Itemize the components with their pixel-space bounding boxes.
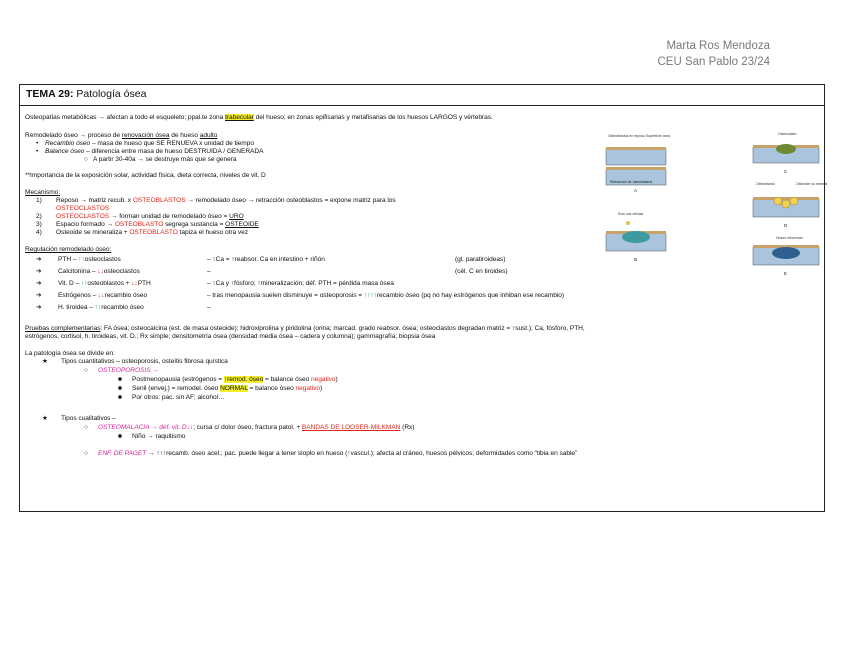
reg-pth: ➔ PTH – ↑↑osteoclastos: [36, 256, 121, 263]
reg-thyroid-effect: –: [207, 304, 211, 311]
reg-estrogen: ➔ Estrógenos – ↓↓recambio óseo: [36, 292, 148, 299]
topic-title: [20, 85, 824, 106]
topic-number: TEMA 29:: [26, 88, 74, 100]
intro-line: Osteopatías metabólicas → afectan a todo el esqueleto; ppal.te zona trabecular del hueso; en zonas epifisarias y metafisarias de los huesos LARGOS y vértebras.: [25, 114, 493, 121]
panel-b: [606, 212, 666, 262]
label-osteoid: Osteoide no mineral: [796, 182, 828, 186]
reg-thyroid: ➔ H. tiroidea – ↑↑recambio óseo: [36, 304, 144, 311]
tests-line-2: estrógenos, cortisol, h. tiroideas, vit. D.; Rx simple; densitometría ósea (densidad media ósea – cadera y columna); gammagrafía; biopsia ósea: [25, 333, 436, 340]
osteoporosis-heading: ○ OSTEOPOROSIS →: [84, 367, 159, 374]
reg-calcitonin: ➔ Calcitonina – ↓↓osteoclastos: [36, 268, 140, 275]
age-line: ○ A partir 30-40a → se destruye más que se genera: [84, 156, 237, 163]
label-panel-b: Solo sus células: [618, 212, 644, 216]
reg-estrogen-effect: – tras menopausia suelen disminuye = osteoporosis = ↑↑↑↑recambio óseo (pq no hay estrógenos que inhiban ese recambio): [207, 292, 565, 299]
regulation-heading: Regulación remodelado óseo:: [25, 246, 112, 253]
reg-pth-effect: – ↑Ca = ↑reabsor. Ca en intestino + riñón: [207, 256, 325, 263]
mechanism-step-2: 2) OSTEOCLASTOS → forman unidad de remodelado óseo = URO: [36, 213, 244, 220]
panel-c: [753, 132, 819, 174]
label-reformed-bone: Hueso reformado: [776, 236, 804, 240]
paget-line: ○ ENF. DE PAGET → ↑↑↑recamb. óseo acel.; pac. puede llegar a tener sloplo en hueso (↑vascul.); afecta al cráneo, huesos pélvicos; deformidades como “tibia en sable”: [84, 450, 578, 457]
qualitative-types: ★ Tipos cualitativos –: [42, 415, 116, 422]
course-label: CEU San Pablo 23/24: [657, 56, 770, 68]
osteomalacia-line: ○ OSTEOMALACIA → déf. vit. D↓↓; cursa c/ dolor óseo, fractura patol. + BANDAS DE LOOSER-MILKMAN (Rx): [84, 424, 415, 431]
remodel-line: Remodelado óseo → proceso de renovación ósea de hueso adulto: [25, 132, 218, 139]
label-osteoblast-retraction: Retracción de osteoblastos: [610, 180, 653, 184]
letter-a: A: [634, 188, 638, 193]
bone-remodeling-figure: [606, 129, 828, 289]
label-osteoblast: Osteoblasto: [756, 182, 775, 186]
osteoporosis-other: ■ Por otros: pac. sin AF; alcohol…: [118, 394, 225, 401]
topic-box: [19, 84, 828, 512]
letter-b: B: [634, 257, 638, 262]
importance-note: **Importancia de la exposición solar, actividad física, dieta correcta, niveles de vit. D: [25, 172, 266, 179]
panel-a-bottom: [606, 167, 666, 193]
page-header: [657, 38, 770, 70]
reg-pth-source: (gl. paratiroideas): [455, 256, 506, 263]
division-intro: La patología ósea se divide en:: [25, 350, 115, 357]
label-osteoclast: Osteoclasto: [778, 132, 797, 136]
letter-e: E: [784, 271, 788, 276]
mechanism-step-4: 4) Osteoide se mineraliza + OSTEOBLASTO tapiza el hueso otra vez: [36, 229, 249, 236]
balance-line: • Balance óseo – diferencia entre masa de hueso DESTRUIDA / GENERADA: [36, 148, 264, 155]
reg-vitd: ➔ Vit. D – ↑↑osteoblastos + ↓↓PTH: [36, 280, 151, 287]
quantitative-types: ★ Tipos cuantitativos – osteoporosis, osteítis fibrosa quística: [42, 358, 228, 365]
reg-calcitonin-source: (cél. C en tiroides): [455, 268, 508, 275]
reg-calcitonin-effect: –: [207, 268, 211, 275]
osteoporosis-postmenopause: ■ Postmenopausia (estrógenos = ↑remod. óseo = balance óseo negativo): [118, 376, 338, 383]
mechanism-step-1: 1) Reposo → matriz recub. x OSTEOBLASTOS → remodelado óseo → retracción osteoblastos = expone matriz para los: [36, 197, 396, 204]
letter-d: D: [784, 223, 788, 228]
rickets-line: ■ Niño → raquitismo: [118, 433, 186, 440]
label-resting-osteoblasts: Osteoblastos en reposo: [608, 134, 645, 138]
panel-d: [753, 182, 828, 228]
letter-c: C: [784, 169, 788, 174]
tests-line-1: Pruebas complementarias: FA ósea; osteocalcina (est. de masa osteoide); hidroxiprolina y piridolina (orina; marcad. grado reabsor. ósea; osteoclastos degradan matriz = ↑sust.); Ca, fósforo, PTH,: [25, 325, 585, 332]
panel-a-top: [606, 134, 670, 165]
topic-name: Patología ósea: [73, 88, 147, 100]
reg-vitd-effect: – ↑Ca y ↑fósforo; ↑mineralización; déf. PTH = pérdida masa ósea: [207, 280, 394, 287]
mechanism-step-1-cont: OSTEOCLASTOS: [56, 205, 110, 212]
panel-e: [753, 236, 819, 276]
recambio-line: • Recambio óseo – masa de hueso que SE RENUEVA x unidad de tiempo: [36, 140, 254, 147]
author-name: Marta Ros Mendoza: [666, 40, 770, 52]
label-bone-surface: Superficie ósea: [646, 134, 671, 138]
osteoporosis-senile: ■ Senil (envej.) = remodel. óseo NORMAL = balance óseo negativo): [118, 385, 323, 392]
mechanism-step-3: 3) Espacio formado → OSTEOBLASTO segrega sustancia = OSTEOIDE: [36, 221, 259, 228]
mechanism-heading: Mecanismo:: [25, 189, 61, 196]
